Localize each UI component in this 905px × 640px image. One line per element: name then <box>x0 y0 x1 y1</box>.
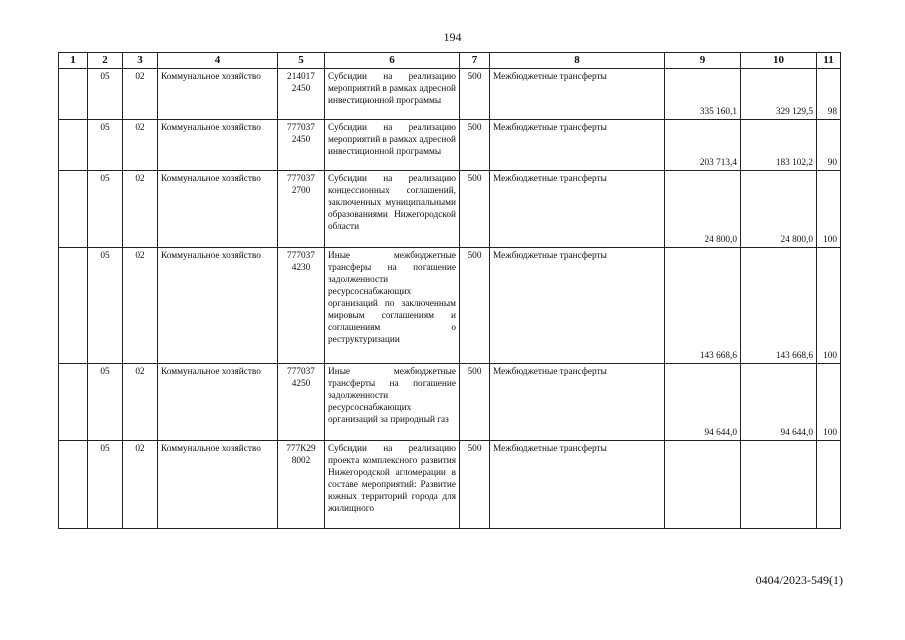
cell-description: Субсидии на реализацию концессионных соглашений, заключенных муниципальными образованиями Нижегородской области <box>325 171 460 248</box>
cell-subsection: 02 <box>123 171 158 248</box>
cell-actual: 94 644,0 <box>741 364 817 441</box>
cell-section: 05 <box>88 171 123 248</box>
cell-description-text: Субсидии на реализацию проекта комплексного развития Нижегородской агломерации в составе мероприятий: Развитие южных территорий города для жилищного <box>328 444 456 514</box>
header-col-6: 6 <box>325 53 460 69</box>
header-col-9: 9 <box>665 53 741 69</box>
cell-target-code: 777037 2700 <box>278 171 325 248</box>
cell-percent: 100 <box>817 248 841 364</box>
cell-percent: 90 <box>817 120 841 171</box>
cell-index <box>59 171 88 248</box>
cell-actual: 329 129,5 <box>741 69 817 120</box>
cell-expense-type: 500 <box>460 171 490 248</box>
header-row <box>59 53 841 69</box>
table-row <box>59 120 841 171</box>
cell-planned <box>665 441 741 529</box>
header-col-1: 1 <box>59 53 88 69</box>
cell-section-name: Коммунальное хозяйство <box>158 69 278 120</box>
cell-planned: 335 160,1 <box>665 69 741 120</box>
cell-planned: 203 713,4 <box>665 120 741 171</box>
cell-target-code: 214017 2450 <box>278 69 325 120</box>
cell-subsection: 02 <box>123 120 158 171</box>
cell-target-code: 777037 4230 <box>278 248 325 364</box>
table-row <box>59 69 841 120</box>
cell-index <box>59 120 88 171</box>
cell-expense-name: Межбюджетные трансферты <box>490 69 665 120</box>
cell-target-code: 777037 2450 <box>278 120 325 171</box>
cell-index <box>59 248 88 364</box>
cell-subsection: 02 <box>123 69 158 120</box>
cell-section-name: Коммунальное хозяйство <box>158 364 278 441</box>
header-col-3: 3 <box>123 53 158 69</box>
header-col-10: 10 <box>741 53 817 69</box>
cell-actual: 24 800,0 <box>741 171 817 248</box>
cell-expense-type: 500 <box>460 364 490 441</box>
cell-index <box>59 441 88 529</box>
cell-description <box>325 441 460 529</box>
cell-expense-name: Межбюджетные трансферты <box>490 120 665 171</box>
cell-percent: 100 <box>817 364 841 441</box>
cell-section: 05 <box>88 69 123 120</box>
cell-section-name: Коммунальное хозяйство <box>158 248 278 364</box>
cell-actual: 143 668,6 <box>741 248 817 364</box>
header-col-7: 7 <box>460 53 490 69</box>
table-row <box>59 441 841 529</box>
table-row <box>59 364 841 441</box>
header-col-11: 11 <box>817 53 841 69</box>
cell-subsection: 02 <box>123 441 158 529</box>
cell-percent <box>817 441 841 529</box>
cell-percent: 98 <box>817 69 841 120</box>
budget-table <box>58 52 841 529</box>
cell-subsection: 02 <box>123 248 158 364</box>
cell-description: Субсидии на реализацию мероприятий в рамках адресной инвестиционной программы <box>325 120 460 171</box>
header-col-4: 4 <box>158 53 278 69</box>
cell-section-name: Коммунальное хозяйство <box>158 171 278 248</box>
cell-description: Субсидии на реализацию мероприятий в рамках адресной инвестиционной программы <box>325 69 460 120</box>
header-col-5: 5 <box>278 53 325 69</box>
header-col-2: 2 <box>88 53 123 69</box>
table-row <box>59 248 841 364</box>
cell-planned: 94 644,0 <box>665 364 741 441</box>
cell-expense-name: Межбюджетные трансферты <box>490 171 665 248</box>
cell-section-name: Коммунальное хозяйство <box>158 441 278 529</box>
cell-expense-name: Межбюджетные трансферты <box>490 364 665 441</box>
cell-section-name: Коммунальное хозяйство <box>158 120 278 171</box>
cell-index <box>59 69 88 120</box>
cell-expense-type: 500 <box>460 441 490 529</box>
header-col-8: 8 <box>490 53 665 69</box>
cell-target-code: 777037 4250 <box>278 364 325 441</box>
cell-section: 05 <box>88 364 123 441</box>
cell-actual: 183 102,2 <box>741 120 817 171</box>
cell-planned: 24 800,0 <box>665 171 741 248</box>
cell-subsection: 02 <box>123 364 158 441</box>
cell-section: 05 <box>88 120 123 171</box>
cell-actual <box>741 441 817 529</box>
cell-index <box>59 364 88 441</box>
cell-percent: 100 <box>817 171 841 248</box>
cell-expense-type: 500 <box>460 120 490 171</box>
table-row <box>59 171 841 248</box>
cell-expense-name: Межбюджетные трансферты <box>490 248 665 364</box>
cell-planned: 143 668,6 <box>665 248 741 364</box>
cell-description: Иные межбюджетные трансферы на погашение задолженности ресурсоснабжающих организаций по заключенным мировым соглашениям и соглашениям о реструктуризации <box>325 248 460 364</box>
cell-section: 05 <box>88 248 123 364</box>
cell-target-code: 777К29 8002 <box>278 441 325 529</box>
cell-expense-type: 500 <box>460 69 490 120</box>
cell-expense-name: Межбюджетные трансферты <box>490 441 665 529</box>
document-code: 0404/2023-549(1) <box>755 573 843 587</box>
cell-description: Иные межбюджетные трансферты на погашение задолженности ресурсоснабжающих организаций за природный газ <box>325 364 460 441</box>
cell-expense-type: 500 <box>460 248 490 364</box>
cell-section: 05 <box>88 441 123 529</box>
page-number: 194 <box>443 30 462 44</box>
